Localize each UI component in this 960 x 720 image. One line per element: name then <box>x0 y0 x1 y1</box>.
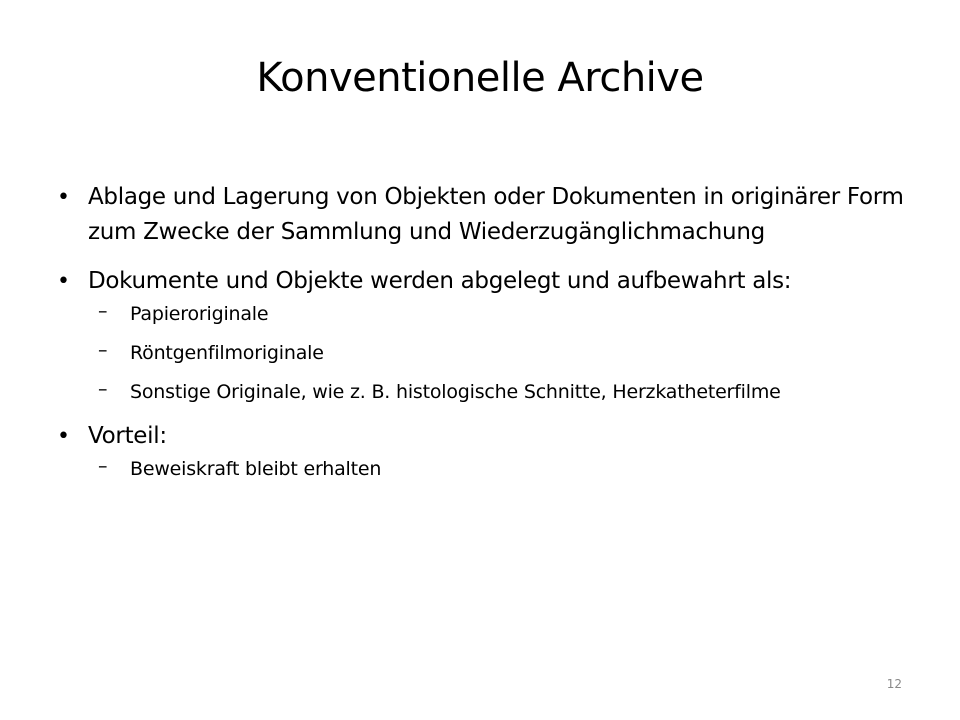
dash-icon: – <box>98 378 108 400</box>
bullet-item <box>48 264 908 405</box>
sub-item <box>88 456 908 482</box>
dash-icon: – <box>98 300 108 322</box>
bullet-dot-icon: • <box>57 424 70 449</box>
bullet-text: Vorteil: <box>88 423 167 449</box>
sub-item-text: Röntgenfilmoriginale <box>130 342 324 364</box>
sub-item-text: Papieroriginale <box>130 303 269 325</box>
sub-item <box>88 379 908 405</box>
sub-list <box>88 301 908 405</box>
sub-item <box>88 340 908 366</box>
slide-title: Konventionelle Archive <box>256 55 704 101</box>
sub-item-text: Beweiskraft bleibt erhalten <box>130 458 382 480</box>
bullet-item <box>48 419 908 482</box>
bullet-text: Dokumente und Objekte werden abgelegt und aufbewahrt als: <box>88 268 792 294</box>
bullet-text: Ablage und Lagerung von Objekten oder Dokumenten in originärer Form zum Zwecke der Sammlung und Wiederzugänglichmachung <box>88 184 904 245</box>
dash-icon: – <box>98 339 108 361</box>
slide-content <box>48 180 908 496</box>
sub-item <box>88 301 908 327</box>
bullet-dot-icon: • <box>57 269 70 294</box>
bullet-dot-icon: • <box>57 185 70 210</box>
page-number: 12 <box>886 677 902 691</box>
sub-list <box>88 456 908 482</box>
bullet-item <box>48 180 908 250</box>
dash-icon: – <box>98 455 108 477</box>
sub-item-text: Sonstige Originale, wie z. B. histologische Schnitte, Herzkatheterfilme <box>130 381 781 403</box>
